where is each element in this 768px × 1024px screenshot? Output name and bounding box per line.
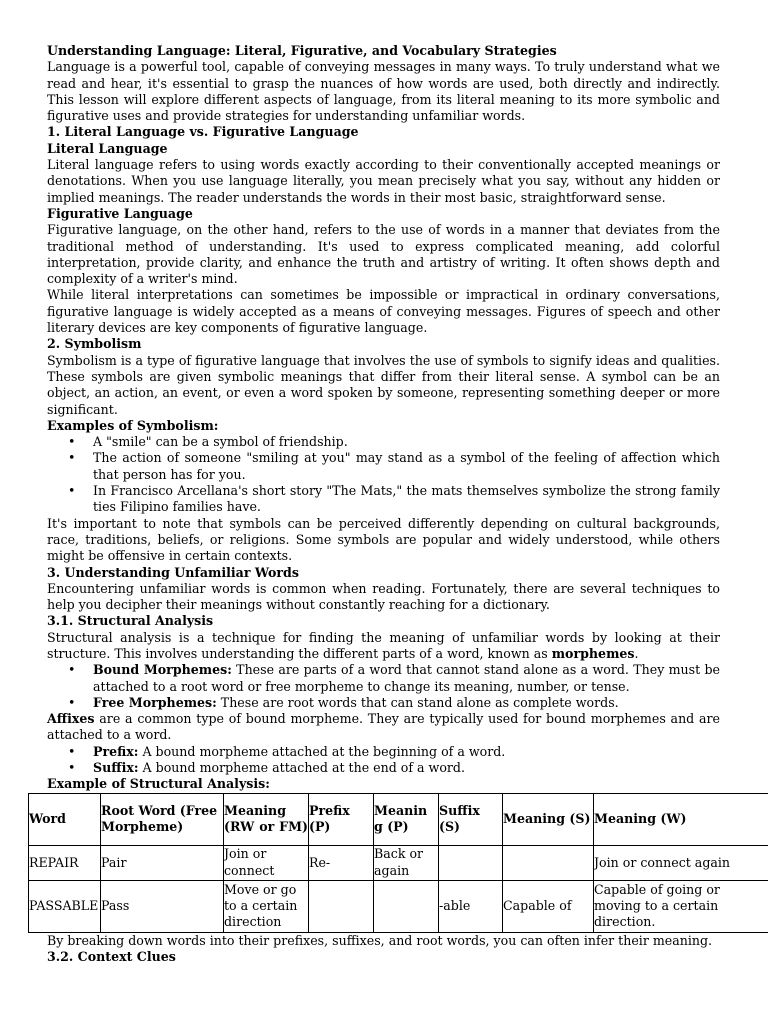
table-header-cell: Meaning (S) bbox=[503, 793, 594, 845]
morphemes-term: morphemes bbox=[551, 645, 635, 661]
section-3-heading: 3. Understanding Unfamiliar Words bbox=[47, 564, 299, 580]
list-item bbox=[93, 760, 720, 776]
literal-language-paragraph: Literal language refers to using words exactly according to their conventionally accepted meanings or denotations. When you use language literally, you mean precisely what you say, without any hidden or implied meanings. The reader understands the words in their most basic, straightforward sense. bbox=[47, 157, 720, 205]
literal-language-heading: Literal Language bbox=[47, 140, 168, 156]
symbolism-note-paragraph: It's important to note that symbols can be perceived differently depending on cultural backgrounds, race, traditions, beliefs, or religions. Some symbols are popular and widely understood, while others might be offensive in certain contexts. bbox=[47, 515, 720, 564]
comparison-paragraph: While literal interpretations can sometimes be impossible or impractical in ordinary conversations, figurative language is widely accepted as a means of conveying messages. Figures of speech and other literary devices are key components of figurative language. bbox=[47, 287, 720, 336]
unfamiliar-words-paragraph: Encountering unfamiliar words is common when reading. Fortunately, there are several techniques to help you decipher their meanings without constantly reaching for a dictionary. bbox=[47, 580, 720, 613]
table-cell: Pass bbox=[101, 880, 224, 932]
table-cell: Capable of going or moving to a certain direction. bbox=[594, 880, 768, 932]
table-cell: Join or connect again bbox=[594, 845, 768, 880]
table-cell: Back or again bbox=[374, 845, 439, 880]
table-header-cell: Suffix (S) bbox=[439, 793, 503, 845]
morphemes-list bbox=[47, 662, 720, 711]
section-1-heading: 1. Literal Language vs. Figurative Language bbox=[47, 124, 359, 140]
figurative-language-paragraph: Figurative language, on the other hand, refers to the use of words in a manner that deviates from the traditional method of understanding. It's used to express complicated meaning, add colorful interpretation, provide clarity, and enhance the truth and artistry of writing. It often shows depth and complexity of a writer's mind. bbox=[47, 222, 720, 287]
table-header-cell: Root Word (Free Morpheme) bbox=[101, 793, 224, 845]
table-cell: Re- bbox=[309, 845, 374, 880]
table-cell: Capable of bbox=[503, 880, 594, 932]
table-header-cell: Word bbox=[29, 793, 101, 845]
after-table-paragraph: By breaking down words into their prefixes, suffixes, and root words, you can often infer their meaning. bbox=[47, 932, 713, 948]
affix-types-list bbox=[47, 744, 720, 777]
list-item: • A "smile" can be a symbol of friendship. bbox=[93, 434, 720, 450]
context-clues-heading: 3.2. Context Clues bbox=[47, 948, 176, 964]
prefix-desc: A bound morpheme attached at the beginning of a word. bbox=[138, 743, 506, 759]
table-header-row bbox=[29, 793, 768, 845]
affixes-paragraph bbox=[47, 711, 720, 744]
table-header-cell: Prefix (P) bbox=[309, 793, 374, 845]
structural-analysis-end: . bbox=[634, 645, 639, 661]
table-cell bbox=[503, 845, 594, 880]
table-cell: Move or go to a certain direction bbox=[224, 880, 309, 932]
table-cell: -able bbox=[439, 880, 503, 932]
table-cell bbox=[374, 880, 439, 932]
structural-analysis-text: Structural analysis is a technique for finding the meaning of unfamiliar words by looking at their structure. This involves understanding the different parts of a word, known as bbox=[47, 629, 720, 661]
list-item bbox=[93, 662, 720, 695]
document-title: Understanding Language: Literal, Figurative, and Vocabulary Strategies bbox=[47, 43, 557, 58]
table-header-cell: Meanin g (P) bbox=[374, 793, 439, 845]
structural-analysis-table bbox=[28, 793, 768, 933]
table-cell bbox=[439, 845, 503, 880]
symbolism-examples-heading: Examples of Symbolism: bbox=[47, 417, 219, 433]
table-row bbox=[29, 845, 768, 880]
bound-morphemes-term: Bound Morphemes: bbox=[93, 662, 232, 678]
list-item bbox=[93, 695, 720, 711]
symbolism-examples-list bbox=[47, 434, 720, 515]
table-cell: Join or connect bbox=[224, 845, 309, 880]
list-item bbox=[93, 744, 720, 760]
suffix-term: Suffix: bbox=[93, 760, 139, 776]
table-cell: PASSABLE bbox=[29, 880, 101, 932]
suffix-desc: A bound morpheme attached at the end of a word. bbox=[138, 760, 465, 776]
affixes-text: are a common type of bound morpheme. They are typically used for bound morphemes and are attached to a word. bbox=[47, 711, 720, 743]
symbolism-paragraph: Symbolism is a type of figurative language that involves the use of symbols to signify ideas and qualities. These symbols are given symbolic meanings that differ from their literal sense. A symbol can be an object, an action, an event, or even a word spoken by someone, representing something deeper or more significant. bbox=[47, 352, 720, 417]
free-morphemes-term: Free Morphemes: bbox=[93, 694, 217, 710]
table-header-cell: Meaning (RW or FM) bbox=[224, 793, 309, 845]
structural-analysis-heading: 3.1. Structural Analysis bbox=[47, 613, 214, 629]
table-cell: REPAIR bbox=[29, 845, 101, 880]
document-page bbox=[29, 43, 731, 965]
structural-analysis-paragraph bbox=[47, 630, 720, 663]
table-header-cell: Meaning (W) bbox=[594, 793, 768, 845]
section-2-heading: 2. Symbolism bbox=[47, 336, 142, 352]
prefix-term: Prefix: bbox=[93, 743, 139, 759]
list-item: • In Francisco Arcellana's short story "The Mats," the mats themselves symbolize the strong family ties Filipino families have. bbox=[93, 483, 720, 516]
table-row bbox=[29, 880, 768, 932]
table-cell bbox=[309, 880, 374, 932]
affixes-term: Affixes bbox=[47, 711, 95, 727]
structural-example-heading: Example of Structural Analysis: bbox=[47, 776, 270, 792]
bound-morphemes-desc: These are parts of a word that cannot stand alone as a word. They must be attached to a root word or free morpheme to change its meaning, number, or tense. bbox=[93, 662, 720, 694]
list-item: • The action of someone "smiling at you" may stand as a symbol of the feeling of affection which that person has for you. bbox=[93, 450, 720, 483]
figurative-language-heading: Figurative Language bbox=[47, 205, 193, 221]
intro-paragraph: Language is a powerful tool, capable of conveying messages in many ways. To truly understand what we read and hear, it's essential to grasp the nuances of how words are used, both directly and indirectly. This lesson will explore different aspects of language, from its literal meaning to its more symbolic and figurative uses and provide strategies for understanding unfamiliar words. bbox=[47, 59, 720, 124]
table-cell: Pair bbox=[101, 845, 224, 880]
free-morphemes-desc: These are root words that can stand alone as complete words. bbox=[216, 694, 619, 710]
